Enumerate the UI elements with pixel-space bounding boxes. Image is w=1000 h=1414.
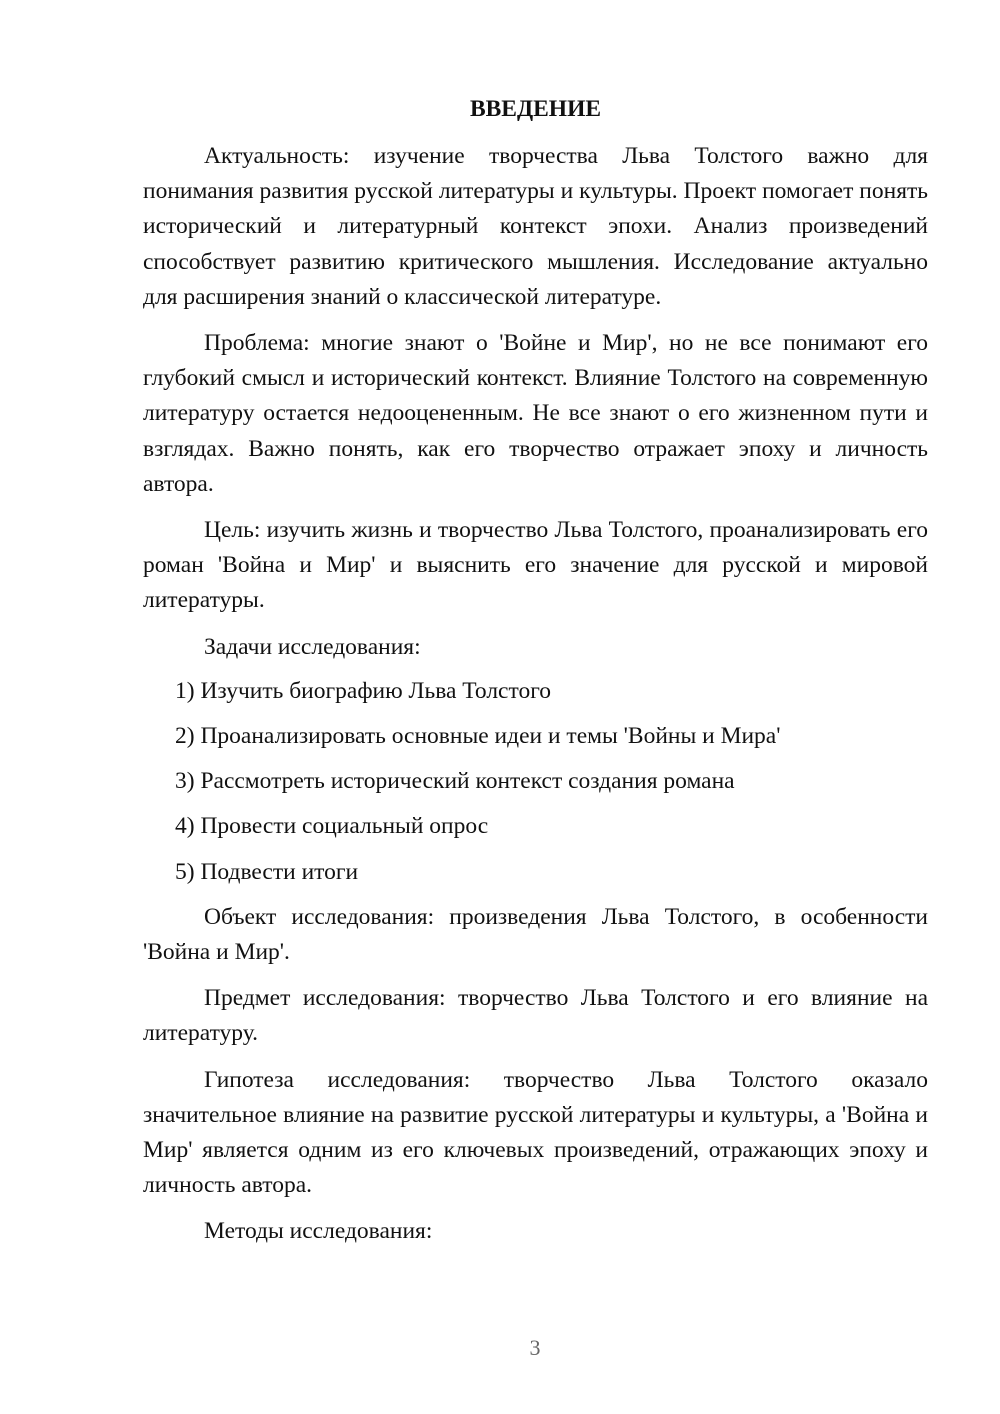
list-item: 1) Изучить биографию Льва Толстого [175, 677, 551, 704]
paragraph-hypothesis: Гипотеза исследования: творчество Льва Толстого оказало значительное влияние на развитие русской литературы и культуры, а 'Война и Мир' является одним из его ключевых произведений, отражающих эпоху и личность автора. [143, 1066, 928, 1199]
paragraph-goal: Цель: изучить жизнь и творчество Льва Толстого, проанализировать его роман 'Война и Мир' и выяснить его значение для русской и мировой литературы. [143, 517, 928, 614]
page-number: 3 [529, 1335, 541, 1360]
paragraph-tasks-heading: Задачи исследования: [204, 633, 421, 660]
paragraph-problem: Проблема: многие знают о 'Войне и Мир', но не все понимают его глубокий смысл и исторический контекст. Влияние Толстого на современную литературу остается недооцененным. Не все знают о его жизненном пути и взглядах. Важно понять, как его творчество отражает эпоху и личность автора. [143, 330, 928, 497]
list-item: 3) Рассмотреть исторический контекст создания романа [175, 768, 735, 795]
paragraph-subject: Предмет исследования: творчество Льва Толстого и его влияние на литературу. [143, 985, 928, 1047]
section-title: ВВЕДЕНИЕ [469, 96, 602, 122]
list-item: 5) Подвести итоги [175, 858, 359, 885]
paragraph-relevance: Актуальность: изучение творчества Льва Толстого важно для понимания развития русской литературы и культуры. Проект помогает понять исторический и литературный контекст эпохи. Анализ произведений способствует развитию критического мышления. Исследование актуально для расширения знаний о классической литературе. [143, 143, 928, 310]
paragraph-object: Объект исследования: произведения Льва Толстого, в особенности 'Война и Мир'. [143, 903, 928, 966]
list-item: 4) Провести социальный опрос [175, 813, 489, 840]
page-content [143, 92, 928, 1261]
paragraph-methods-heading: Методы исследования: [204, 1218, 433, 1245]
tasks-list [143, 674, 928, 890]
list-item: 2) Проанализировать основные идеи и темы 'Войны и Мира' [175, 723, 781, 750]
